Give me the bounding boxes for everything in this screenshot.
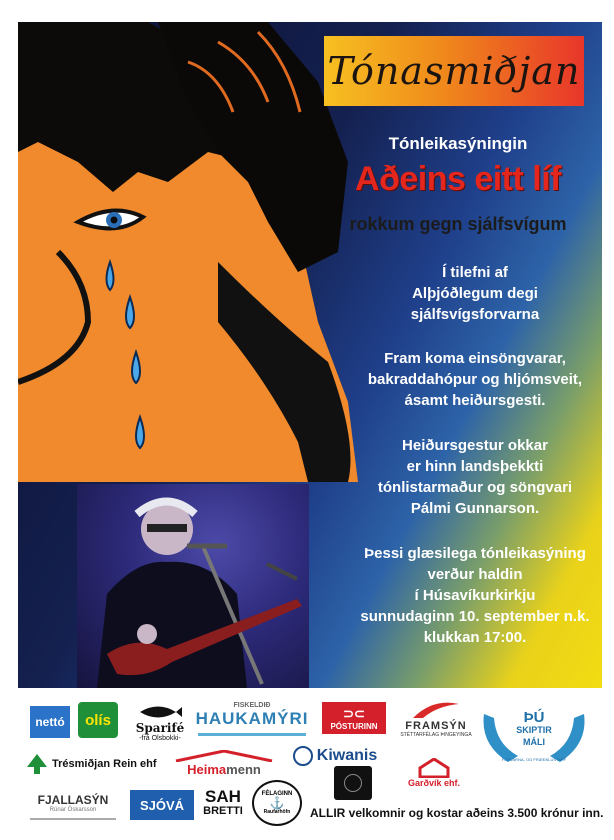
kiwanis-emblem-icon xyxy=(293,746,313,766)
glasses xyxy=(147,524,187,532)
posturinn-logo xyxy=(322,702,386,734)
paragraph-guest xyxy=(334,435,602,519)
sparife-logo xyxy=(124,698,196,746)
text-line: bakraddahópur og hljómsveit, xyxy=(367,371,583,388)
tree-icon xyxy=(26,753,48,775)
text-line: er hinn landsþekkti xyxy=(406,458,544,475)
framsyn-logo xyxy=(396,698,476,742)
raufarhofn-text: Raufarhöfn xyxy=(263,808,291,815)
gardvik-text: Garðvík ehf. xyxy=(407,778,461,788)
text-line: tónlistarmaður og söngvari xyxy=(377,479,573,496)
skiptir-text: SKIPTIR xyxy=(516,725,552,735)
guest-performer-photo xyxy=(77,484,309,688)
framsyn-swoosh-icon xyxy=(413,702,459,720)
framsyn-text: FRAMSÝN xyxy=(405,720,467,732)
hand xyxy=(137,624,157,644)
text-line: Heiðursgestur okkar xyxy=(402,437,548,454)
thu-text: ÞÚ xyxy=(523,709,545,726)
posturinn-icon: ⊃⊂ xyxy=(343,705,365,721)
sparife-fish-icon xyxy=(138,703,182,721)
text-line: ásamt heiðursgesti. xyxy=(404,392,546,409)
fjallasyn-subtext: Rúnar Óskarsson xyxy=(49,807,97,813)
olis-logo: olís xyxy=(78,702,118,738)
circle-emblem-icon xyxy=(344,774,362,792)
text-line: Fram koma einsöngvarar, xyxy=(384,350,566,367)
sah-bretti-logo xyxy=(202,786,244,822)
tresmidjan-text: Trésmiðjan Rein ehf xyxy=(52,758,157,770)
text-line: Í tilefni af xyxy=(442,264,508,281)
paragraph-performers xyxy=(334,348,602,411)
framsyn-subtext: STÉTTARFÉLAG ÞINGEYINGA xyxy=(400,732,472,738)
gardvik-logo xyxy=(404,754,464,792)
felaginn-logo xyxy=(252,780,302,826)
paragraph-venue xyxy=(334,543,602,648)
house-icon xyxy=(418,758,450,778)
felaginn-emblem-icon: ⚓ xyxy=(269,795,285,810)
text-line: klukkan 17:00. xyxy=(423,629,527,646)
text-line: sunnudaginn 10. september n.k. xyxy=(360,608,590,625)
heimamenn-logo xyxy=(168,746,280,780)
logo-text: Tónasmiðjan xyxy=(327,49,581,93)
thu-subtext: FORVARNA- OG FRÆÐSLUSTARF xyxy=(501,757,567,762)
thu-skiptir-mali-logo xyxy=(478,704,590,774)
admission-text: ALLIR velkomnir og kostar aðeins 3.500 krónur inn. xyxy=(310,806,604,820)
haukamyri-top-text: FISKELDIÐ xyxy=(233,702,271,709)
tonasmidjan-logo xyxy=(324,36,584,106)
event-tagline: rokkum gegn sjálfsvígum xyxy=(349,214,567,234)
poster-artwork xyxy=(18,22,602,688)
black-square-logo xyxy=(334,766,372,800)
kiwanis-text: Kiwanis xyxy=(316,747,378,764)
bretti-text: BRETTI xyxy=(203,805,243,817)
sah-text: SAH xyxy=(205,787,241,806)
event-subtitle: Tónleikasýningin xyxy=(388,134,528,153)
text-line: Alþjóðlegum degi xyxy=(412,285,538,302)
text-line: Pálmi Gunnarson. xyxy=(410,500,540,517)
mali-text: MÁLI xyxy=(522,737,545,747)
sjova-logo: SJÓVÁ xyxy=(130,790,194,820)
sparife-subtext: -frá Olsbokki- xyxy=(139,734,181,742)
tresmidjan-logo xyxy=(26,750,166,778)
fjallasyn-text: FJALLASÝN xyxy=(37,793,109,807)
second-mic xyxy=(267,564,297,579)
posturinn-text: PÓSTURINN xyxy=(330,721,378,731)
haukamyri-logo xyxy=(195,698,309,736)
haukamyri-text: HAUKAMÝRI xyxy=(195,709,309,728)
text-line: sjálfsvígsforvarna xyxy=(410,306,540,323)
netto-logo: nettó xyxy=(30,706,70,738)
sparife-text: Sparifé xyxy=(135,720,185,735)
paragraph-occasion xyxy=(334,262,602,325)
heimamenn-text-a: Heima xyxy=(187,761,227,777)
heimamenn-text-b: menn xyxy=(226,761,261,777)
pupil xyxy=(111,217,118,224)
roof-icon xyxy=(174,750,274,762)
event-title: Aðeins eitt líf xyxy=(355,160,561,198)
text-line: verður haldin xyxy=(427,566,523,583)
text-line: Þessi glæsilega tónleikasýning xyxy=(364,545,586,562)
fjallasyn-logo xyxy=(30,788,116,820)
felaginn-text: FÉLAGINN xyxy=(261,790,293,797)
performer-illustration xyxy=(77,484,309,688)
text-line: í Húsavíkurkirkju xyxy=(414,587,536,604)
